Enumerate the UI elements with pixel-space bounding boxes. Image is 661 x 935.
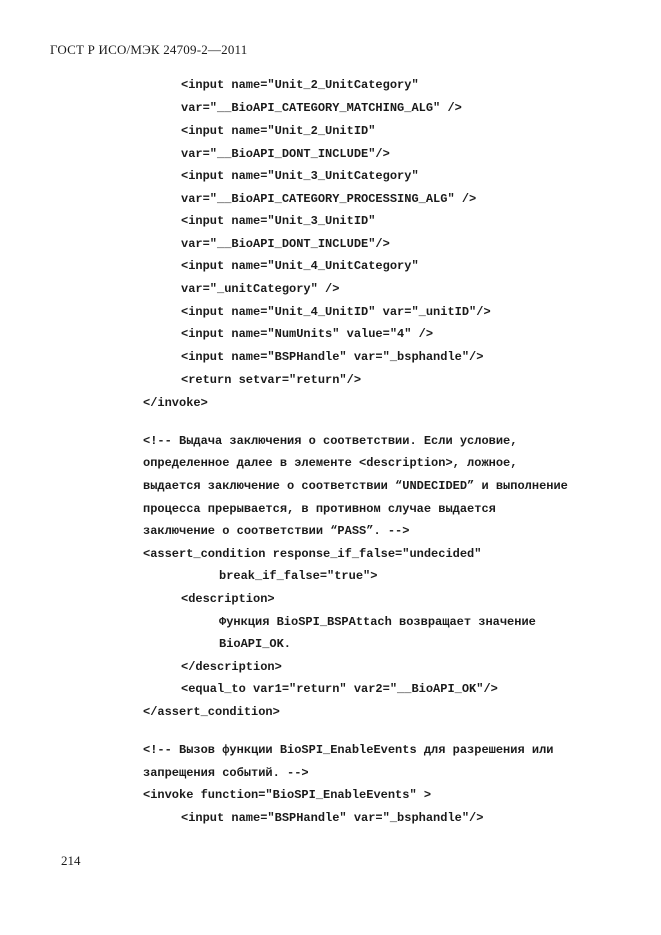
page-number: 214 xyxy=(61,853,81,868)
code-line: <input name="Unit_3_UnitCategory" xyxy=(181,169,419,183)
code-line: <input name="Unit_2_UnitID" xyxy=(181,124,376,138)
document-header: ГОСТ Р ИСО/МЭК 24709-2—2011 xyxy=(50,42,248,57)
code-line: var="__BioAPI_CATEGORY_PROCESSING_ALG" /> xyxy=(181,192,477,206)
code-line: <!-- Вызов функции BioSPI_EnableEvents для разрешения или xyxy=(143,743,554,757)
code-line: <input name="Unit_4_UnitID" var="_unitID"/> xyxy=(181,305,491,319)
code-line: <input name="BSPHandle" var="_bsphandle"/> xyxy=(181,350,484,364)
code-line: запрещения событий. --> xyxy=(143,766,309,780)
code-line: var="__BioAPI_DONT_INCLUDE"/> xyxy=(181,237,390,251)
code-line: определенное далее в элементе <description>, ложное, xyxy=(143,456,518,470)
code-line: <assert_condition response_if_false="undecided" xyxy=(143,547,482,561)
code-line: <input name="Unit_4_UnitCategory" xyxy=(181,259,419,273)
code-line: <input name="Unit_3_UnitID" xyxy=(181,214,376,228)
code-line: var="__BioAPI_DONT_INCLUDE"/> xyxy=(181,147,390,161)
code-line: заключение о соответствии “PASS”. --> xyxy=(143,524,410,538)
code-line: <invoke function="BioSPI_EnableEvents" > xyxy=(143,788,432,802)
code-line: break_if_false="true"> xyxy=(219,569,378,583)
code-line: <equal_to var1="return" var2="__BioAPI_OK"/> xyxy=(181,682,498,696)
code-line: var="_unitCategory" /> xyxy=(181,282,340,296)
code-line: </description> xyxy=(181,660,282,674)
code-line: </assert_condition> xyxy=(143,705,280,719)
code-line: <return setvar="return"/> xyxy=(181,373,362,387)
code-line: <!-- Выдача заключения о соответствии. Если условие, xyxy=(143,434,518,448)
code-line: выдается заключение о соответствии “UNDECIDED” и выполнение xyxy=(143,479,568,493)
code-line: Функция BioSPI_BSPAttach возвращает значение xyxy=(219,615,536,629)
code-line: BioAPI_OK. xyxy=(219,637,292,651)
code-line: процесса прерывается, в противном случае выдается xyxy=(143,502,496,516)
code-line: <input name="Unit_2_UnitCategory" xyxy=(181,78,419,92)
code-line: </invoke> xyxy=(143,396,208,410)
code-line: <input name="BSPHandle" var="_bsphandle"/> xyxy=(181,811,484,825)
code-line: var="__BioAPI_CATEGORY_MATCHING_ALG" /> xyxy=(181,101,462,115)
code-line: <input name="NumUnits" value="4" /> xyxy=(181,327,434,341)
code-line: <description> xyxy=(181,592,275,606)
